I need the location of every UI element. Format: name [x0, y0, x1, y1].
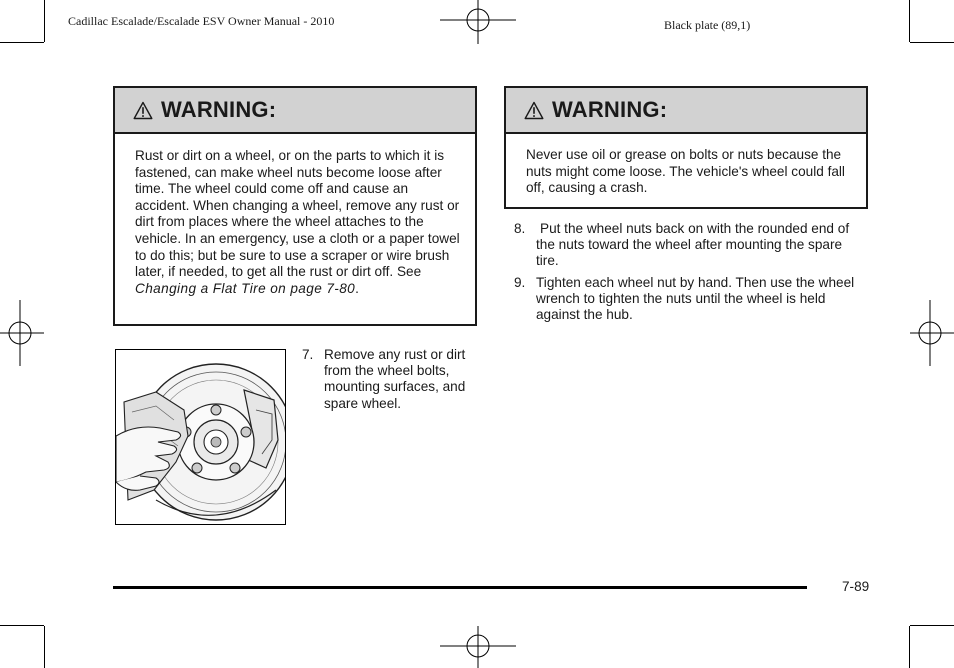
manual-title: Cadillac Escalade/Escalade ESV Owner Manual - 2010: [68, 14, 335, 28]
registration-crosshair-icon: [440, 0, 516, 44]
step-text: Put the wheel nuts back on with the rounded end of the nuts toward the wheel after mounting the spare tire.: [536, 221, 850, 269]
step-item: [514, 275, 864, 324]
warning-text-end: .: [355, 280, 359, 296]
crop-mark: [909, 0, 910, 42]
step-item: [302, 347, 480, 412]
footer-rule: [113, 586, 807, 589]
cross-reference-link[interactable]: Changing a Flat Tire on page 7-80: [135, 280, 356, 296]
step-number: 7.: [302, 347, 314, 362]
crop-mark: [44, 0, 45, 42]
crop-mark: [910, 625, 954, 626]
crop-mark: [44, 626, 45, 668]
registration-crosshair-icon: [910, 300, 954, 366]
crop-mark: [909, 626, 910, 668]
warning-header: [506, 88, 866, 134]
warning-triangle-icon: [524, 101, 544, 120]
warning-body: [506, 134, 866, 207]
step-number: 9.: [514, 275, 526, 290]
step-item: [514, 221, 864, 270]
registration-crosshair-icon: [0, 300, 44, 366]
warning-text: Rust or dirt on a wheel, or on the parts to which it is fastened, can make wheel nuts become loose after time. The wheel could come off and cause an accident. When changing a wheel, remove any rust or dirt from places where the wheel attaches to the vehicle. In an emergency, use a cloth or a paper towel to do this; but be sure to use a scraper or wire brush later, if needed, to get all the rust or dirt off. See: [135, 148, 460, 280]
warning-header: [115, 88, 475, 134]
page-number: 7-89: [842, 579, 870, 594]
wheel-cleaning-illustration: [115, 349, 286, 525]
step-number: 8.: [514, 221, 526, 236]
step-text: Tighten each wheel nut by hand. Then use the wheel wrench to tighten the nuts until the wheel is held against the hub.: [536, 275, 855, 323]
plate-label: Black plate (89,1): [664, 18, 751, 32]
crop-mark: [910, 42, 954, 43]
registration-crosshair-icon: [440, 626, 516, 668]
crop-mark: [0, 625, 44, 626]
warning-text: Never use oil or grease on bolts or nuts because the nuts might come loose. The vehicle's wheel could fall off, causing a crash.: [526, 147, 845, 196]
step-text: Remove any rust or dirt from the wheel bolts, mounting surfaces, and spare wheel.: [324, 347, 466, 411]
crop-mark: [0, 42, 44, 43]
warning-box: [113, 86, 477, 326]
warning-body: [115, 134, 475, 307]
warning-box: [504, 86, 868, 209]
warning-title: WARNING:: [552, 97, 668, 122]
warning-title: WARNING:: [161, 97, 277, 122]
warning-triangle-icon: [133, 101, 153, 120]
